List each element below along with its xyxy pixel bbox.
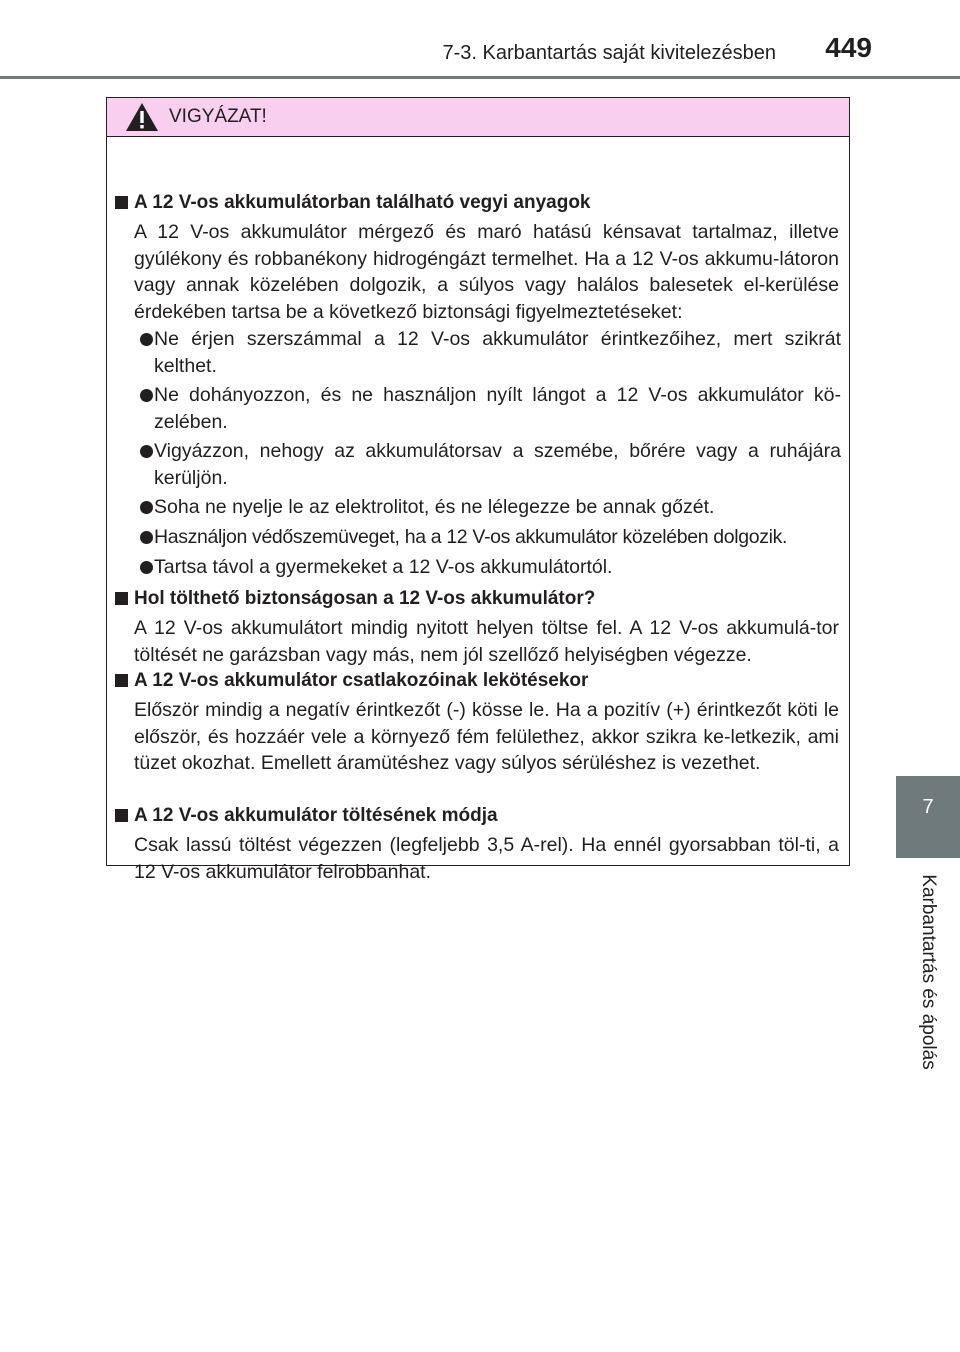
chapter-tab [896, 776, 960, 858]
chapter-label: Karbantartás és ápolás [918, 874, 939, 1070]
section-text: Csak lassú töltést végezzen (legfeljebb 3,5 A-rel). Ha ennél gyorsabban töl-ti, a 12 V-os akkumulátor felrobbanhat. [134, 834, 839, 883]
section-title: 7-3. Karbantartás saját kivitelezésben [442, 42, 776, 64]
square-bullet-icon [115, 592, 128, 605]
list-item: Soha ne nyelje le az elektrolitot, és ne lélegezze be annak gőzét. [154, 496, 715, 518]
list-item: Tartsa távol a gyermekeket a 12 V-os akkumulátortól. [154, 556, 613, 578]
section-text: A 12 V-os akkumulátort mindig nyitott helyen töltse fel. A 12 V-os akkumulá-tor töltését ne garázsban vagy más, nem jól szellőző helyiségben végezze. [134, 617, 839, 666]
warning-triangle-icon [125, 102, 159, 132]
warning-header [107, 98, 849, 137]
warning-box [106, 97, 850, 883]
round-bullet-icon [140, 445, 153, 458]
list-item: Ne érjen szerszámmal a 12 V-os akkumulátor érintkezőihez, mert szikrát kelthet. [154, 328, 841, 377]
header-divider [0, 76, 960, 79]
round-bullet-icon [140, 333, 153, 346]
square-bullet-icon [115, 809, 128, 822]
list-item: Használjon védőszemüveget, ha a 12 V-os akkumulátor közelében dolgozik. [154, 526, 788, 548]
round-bullet-icon [140, 561, 153, 574]
chapter-number: 7 [922, 796, 934, 818]
section-text: A 12 V-os akkumulátor mérgező és maró hatású kénsavat tartalmaz, illetve gyúlékony és robbanékony hidrogéngázt termelhet. Ha a 12 V-os akkumu-látoron vagy annak közelében dolgozik, a súlyos vagy halálos balesetek el-kerülése érdekében tartsa be a következő biztonsági figyelmeztetéseket: [134, 221, 839, 323]
warning-title: VIGYÁZAT! [169, 106, 267, 127]
section-title: A 12 V-os akkumulátor töltésének módja [134, 805, 498, 826]
section-text: Először mindig a negatív érintkezőt (-) kösse le. Ha a pozitív (+) érintkezőt köti le először, és hozzáér vele a környező fém felülethez, akkor szikra ke-letkezik, ami tüzet okozhat. Emellett áramütéshez vagy súlyos sérüléshez is vezethet. [134, 699, 839, 775]
section-title: A 12 V-os akkumulátor csatlakozóinak lekötésekor [134, 670, 589, 691]
round-bullet-icon [140, 389, 153, 402]
section-title: A 12 V-os akkumulátorban található vegyi anyagok [134, 192, 591, 213]
round-bullet-icon [140, 531, 153, 544]
page-number: 449 [825, 32, 872, 63]
section-title: Hol tölthető biztonságosan a 12 V-os akkumulátor? [134, 588, 596, 609]
list-item: Ne dohányozzon, és ne használjon nyílt lángot a 12 V-os akkumulátor kö-zelében. [154, 384, 841, 433]
square-bullet-icon [115, 196, 128, 209]
square-bullet-icon [115, 674, 128, 687]
list-item: Vigyázzon, nehogy az akkumulátorsav a szemébe, bőrére vagy a ruhájára kerüljön. [154, 440, 841, 489]
round-bullet-icon [140, 501, 153, 514]
